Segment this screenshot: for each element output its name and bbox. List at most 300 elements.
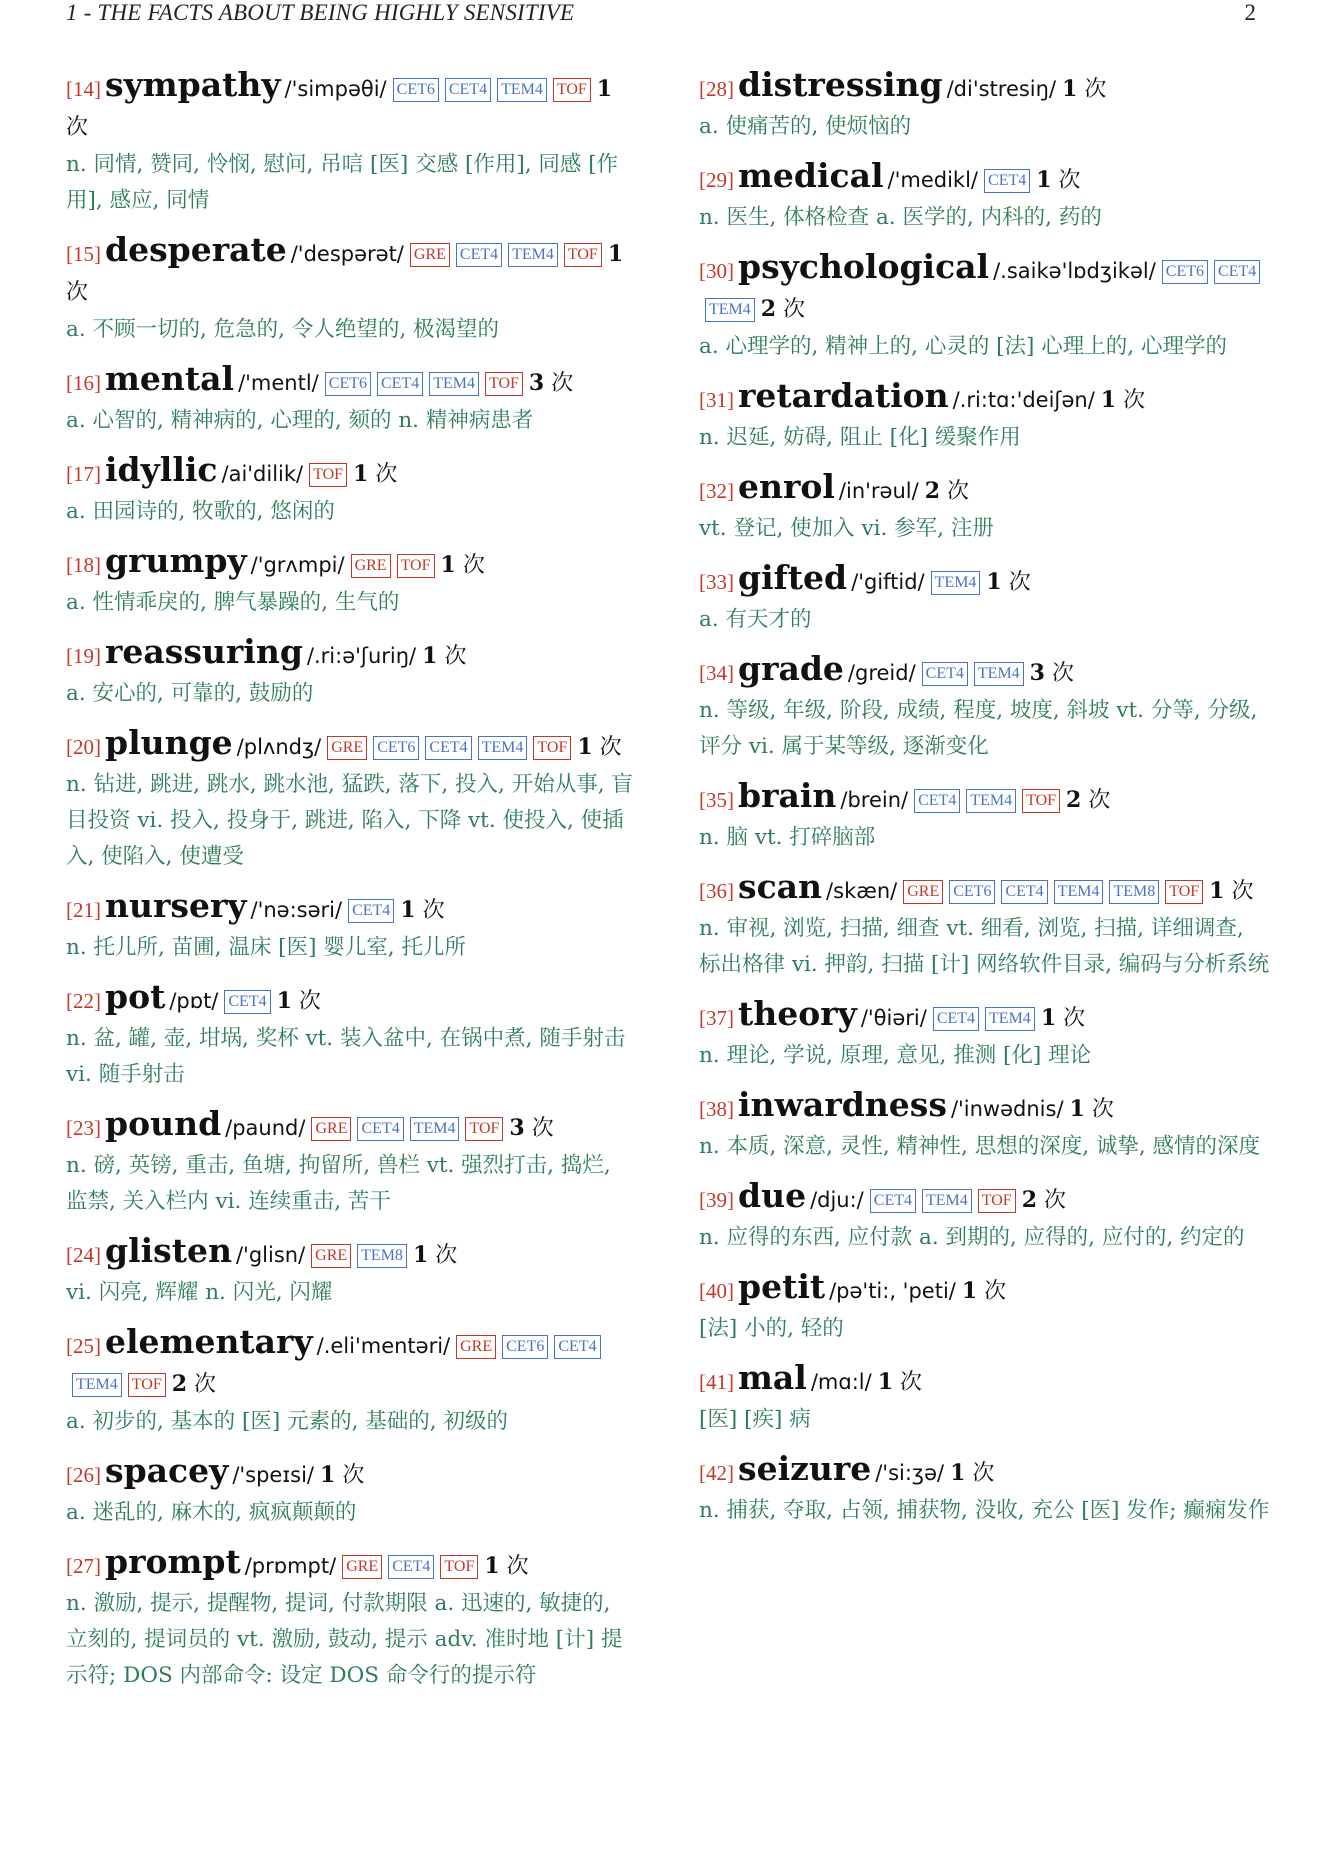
headword: pot [105,977,166,1016]
headword: nursery [105,886,247,925]
count-number: 3 [528,370,545,396]
headword: idyllic [105,450,218,489]
exam-tag-badge: CET4 [348,899,394,923]
occurrence-count [484,1554,528,1579]
definition: n. 迟延, 妨碍, 阻止 [化] 缓聚作用 [699,425,1021,450]
headword-line [699,868,1271,911]
definition: a. 初步的, 基本的 [医] 元素的, 基础的, 初级的 [66,1409,508,1434]
entry-number: [14] [66,77,101,101]
pronunciation: /pɒt/ [169,989,219,1013]
vocab-entry [699,1268,1271,1347]
headword-line [699,377,1271,420]
count-unit: 次 [1063,1006,1086,1031]
count-number: 3 [1029,660,1045,686]
headword: reassuring [105,632,303,671]
occurrence-count [1036,168,1080,193]
definition: n. 钻进, 跳进, 跳水, 跳水池, 猛跌, 落下, 投入, 开始从事, 盲目投资 vi. 投入, 投身于, 跳进, 陷入, 下降 vt. 使投入, 使插入, 使陷入, 使遭受 [66,772,633,869]
entry-number: [15] [66,242,101,266]
vocab-entry [66,1452,638,1531]
definition: n. 磅, 英镑, 重击, 鱼塘, 拘留所, 兽栏 vt. 强烈打击, 捣烂, 监禁, 关入栏内 vi. 连续重击, 苦干 [66,1153,611,1214]
headword: due [738,1176,807,1215]
count-number: 1 [412,1242,429,1268]
count-unit: 次 [599,735,622,760]
exam-tag-badge: TEM4 [705,298,755,322]
headword-line [699,248,1271,329]
definition: n. 脑 vt. 打碎脑部 [699,825,876,850]
exam-tag-badge: CET6 [325,372,371,396]
occurrence-count [172,1372,216,1397]
headword-line [66,887,638,930]
entry-number: [31] [699,388,734,412]
count-unit: 次 [1084,77,1107,102]
vocab-entry [699,1450,1271,1529]
vocab-entry [699,66,1271,145]
entry-number: [36] [699,879,734,903]
count-number: 1 [1209,878,1225,904]
pronunciation: /'glisn/ [235,1243,306,1267]
entry-number: [25] [66,1334,101,1358]
count-unit: 次 [435,1243,458,1268]
entry-number: [28] [699,77,734,101]
exam-tag-badge: CET4 [445,78,491,102]
headword-line [66,1232,638,1275]
occurrence-count [986,570,1030,595]
count-unit: 次 [1231,879,1254,904]
vocab-entry [66,1105,638,1220]
entry-number: [27] [66,1554,101,1578]
headword-line [699,1268,1271,1311]
entry-number: [38] [699,1097,734,1121]
count-unit: 次 [531,1116,554,1141]
entry-number: [23] [66,1116,101,1140]
exam-tag-badge: TOF [533,736,571,760]
count-unit: 次 [1058,168,1081,193]
definition: [医] [疾] 病 [699,1407,811,1432]
headword: pound [105,1104,222,1143]
exam-tag-badge: TOF [1165,880,1203,904]
definition: n. 审视, 浏览, 扫描, 细查 vt. 细看, 浏览, 扫描, 详细调查, 标出格律 vi. 押韵, 扫描 [计] 网络软件目录, 编码与分析系统 [699,916,1270,977]
pronunciation: /'mentl/ [238,371,319,395]
headword: psychological [738,247,990,286]
occurrence-count [962,1279,1006,1304]
definition: a. 田园诗的, 牧歌的, 悠闲的 [66,499,335,524]
occurrence-count [1066,788,1110,813]
definition: n. 理论, 学说, 原理, 意见, 推测 [化] 理论 [699,1043,1092,1068]
vocab-entry [66,66,638,219]
count-unit: 次 [1123,388,1146,413]
entry-number: [17] [66,462,101,486]
pronunciation: /'nə:səri/ [250,898,343,922]
headword-line [699,1450,1271,1493]
pronunciation: /'si:ʒə/ [875,1461,945,1485]
definition: n. 捕获, 夺取, 占领, 捕获物, 没收, 充公 [医] 发作; 癫痫发作 [699,1498,1270,1523]
exam-tag-badge: TOF [440,1555,478,1579]
entry-number: [39] [699,1188,734,1212]
exam-tag-badge: TOF [485,372,523,396]
exam-tag-badge: TEM4 [1054,880,1104,904]
vocab-entry [699,868,1271,983]
occurrence-count [509,1116,553,1141]
headword-line [66,633,638,676]
entry-number: [40] [699,1279,734,1303]
headword: desperate [105,230,287,269]
entry-number: [37] [699,1006,734,1030]
headword: spacey [105,1451,229,1490]
page-header [66,0,1256,26]
exam-tag-badge: CET4 [224,990,270,1014]
definition: n. 激励, 提示, 提醒物, 提词, 付款期限 a. 迅速的, 敏捷的, 立刻的, 提词员的 vt. 激励, 鼓动, 提示 adv. 准时地 [计] 提示符; DOS 内部命令: 设定 DOS 命令行的提示符 [66,1591,623,1688]
definition: a. 有天才的 [699,607,812,632]
count-number: 3 [509,1115,525,1141]
pronunciation: /ai'dilik/ [221,462,304,486]
count-unit: 次 [1044,1188,1067,1213]
definition: a. 不顾一切的, 危急的, 令人绝望的, 极渴望的 [66,317,499,342]
headword-line [66,360,638,403]
entry-number: [24] [66,1243,101,1267]
headword: seizure [738,1449,872,1488]
exam-tag-badge: CET4 [357,1117,403,1141]
exam-tag-badge: TOF [553,78,591,102]
headword: prompt [105,1542,241,1581]
exam-tag-badge: CET6 [949,880,995,904]
count-number: 1 [400,897,416,923]
entry-number: [22] [66,989,101,1013]
exam-tag-badge: GRE [311,1244,351,1268]
count-number: 1 [1040,1005,1057,1031]
pronunciation: /'speɪsi/ [232,1463,315,1487]
vocab-entry [66,231,638,348]
count-unit: 次 [298,989,321,1014]
count-number: 1 [320,1462,336,1488]
count-number: 1 [353,461,369,487]
entry-number: [26] [66,1463,101,1487]
definition: a. 心理学的, 精神上的, 心灵的 [法] 心理上的, 心理学的 [699,334,1227,359]
count-number: 1 [877,1369,894,1395]
count-number: 1 [961,1278,978,1304]
occurrence-count [413,1243,457,1268]
chapter-title: 1 - THE FACTS ABOUT BEING HIGHLY SENSITIVE [66,0,575,25]
vocab-entry [699,650,1271,765]
exam-tag-badge: CET4 [388,1555,434,1579]
entry-number: [34] [699,661,734,685]
entry-number: [16] [66,371,101,395]
pronunciation: /prɒmpt/ [244,1554,337,1578]
headword-line [66,451,638,494]
vocab-entry [699,468,1271,547]
count-unit: 次 [972,1461,995,1486]
occurrence-count [353,462,397,487]
count-number: 1 [1062,76,1078,102]
definition: n. 本质, 深意, 灵性, 精神性, 思想的深度, 诚挚, 感情的深度 [699,1134,1261,1159]
vocab-entry [699,1177,1271,1256]
pronunciation: /mɑ:l/ [810,1370,872,1394]
occurrence-count [1101,388,1145,413]
headword: grade [738,649,844,688]
entry-number: [20] [66,735,101,759]
count-number: 1 [1100,387,1117,413]
headword-line [699,1086,1271,1129]
count-number: 2 [924,478,940,504]
left-column [66,66,638,1706]
count-number: 2 [1021,1187,1038,1213]
exam-tag-badge: CET4 [914,789,960,813]
exam-tag-badge: TOF [465,1117,503,1141]
headword-line [66,1105,638,1148]
exam-tag-badge: TEM4 [931,571,981,595]
count-unit: 次 [66,115,89,140]
count-number: 1 [422,643,438,669]
headword-line [699,157,1271,200]
occurrence-count [1041,1006,1085,1031]
definition: a. 使痛苦的, 使烦恼的 [699,114,912,139]
exam-tag-badge: GRE [342,1555,382,1579]
exam-tag-badge: TEM8 [357,1244,407,1268]
definition: n. 同情, 赞同, 怜悯, 慰问, 吊唁 [医] 交感 [作用], 同感 [作用], 感应, 同情 [66,152,619,213]
definition: n. 托儿所, 苗圃, 温床 [医] 婴儿室, 托儿所 [66,935,466,960]
vocab-entry [66,978,638,1093]
entry-number: [32] [699,479,734,503]
occurrence-count [1070,1097,1114,1122]
count-unit: 次 [375,462,398,487]
pronunciation: /'grʌmpi/ [250,553,345,577]
exam-tag-badge: TEM4 [985,1007,1035,1031]
headword-line [699,559,1271,602]
headword-line [66,1452,638,1495]
count-number: 2 [760,296,777,322]
headword: elementary [105,1322,313,1361]
headword: petit [738,1267,826,1306]
right-column [699,66,1271,1541]
definition: [法] 小的, 轻的 [699,1316,844,1341]
exam-tag-badge: GRE [410,243,450,267]
count-number: 1 [607,241,624,267]
count-unit: 次 [551,371,574,396]
headword-line [699,1359,1271,1402]
pronunciation: /'simpəθi/ [284,77,387,101]
headword: mental [105,359,235,398]
headword-line [66,231,638,312]
occurrence-count [577,735,621,760]
pronunciation: /in'rəul/ [838,479,919,503]
exam-tag-badge: CET4 [933,1007,979,1031]
count-unit: 次 [462,553,485,578]
headword: inwardness [738,1085,947,1124]
occurrence-count [277,989,321,1014]
exam-tag-badge: TEM4 [410,1117,460,1141]
vocab-entry [699,1359,1271,1438]
exam-tag-badge: CET4 [984,169,1030,193]
count-number: 1 [596,76,613,102]
definition: a. 心智的, 精神病的, 心理的, 颏的 n. 精神病患者 [66,408,534,433]
occurrence-count [761,297,805,322]
exam-tag-badge: CET4 [554,1335,600,1359]
headword: theory [738,994,857,1033]
headword-line [699,1177,1271,1220]
definition: a. 性情乖戾的, 脾气暴躁的, 生气的 [66,590,400,615]
count-unit: 次 [194,1372,217,1397]
occurrence-count [441,553,485,578]
pronunciation: /'θiəri/ [860,1006,927,1030]
count-unit: 次 [984,1279,1007,1304]
vocab-entry [699,995,1271,1074]
exam-tag-badge: TOF [128,1373,166,1397]
vocab-entry [699,248,1271,365]
count-number: 2 [1066,787,1082,813]
definition: n. 盆, 罐, 壶, 坩埚, 奖杯 vt. 装入盆中, 在锅中煮, 随手射击 vi. 随手射击 [66,1026,626,1087]
headword-line [66,724,638,767]
count-number: 1 [950,1460,966,1486]
pronunciation: /.eli'mentəri/ [316,1334,451,1358]
definition: a. 迷乱的, 麻木的, 疯疯颠颠的 [66,1500,357,1525]
occurrence-count [400,898,444,923]
exam-tag-badge: CET4 [1214,260,1260,284]
occurrence-count [320,1463,364,1488]
occurrence-count [1022,1188,1066,1213]
headword: mal [738,1358,807,1397]
headword-line [699,650,1271,693]
vocab-entry [66,633,638,712]
count-unit: 次 [1008,570,1031,595]
pronunciation: /di'stresiŋ/ [946,77,1057,101]
definition: n. 医生, 体格检查 a. 医学的, 内科的, 药的 [699,205,1102,230]
exam-tag-badge: CET6 [1162,260,1208,284]
exam-tag-badge: TEM4 [966,789,1016,813]
exam-tag-badge: CET4 [456,243,502,267]
exam-tag-badge: TEM4 [497,78,547,102]
occurrence-count [1209,879,1253,904]
count-number: 1 [986,569,1002,595]
occurrence-count [878,1370,922,1395]
exam-tag-badge: CET4 [922,662,968,686]
headword-line [66,978,638,1021]
headword-line [66,542,638,585]
vocab-entry [66,1543,638,1694]
headword: distressing [738,65,943,104]
headword: brain [738,776,837,815]
exam-tag-badge: CET4 [377,372,423,396]
entry-number: [29] [699,168,734,192]
count-number: 1 [1036,167,1052,193]
definition: a. 安心的, 可靠的, 鼓励的 [66,681,314,706]
headword: enrol [738,467,835,506]
exam-tag-badge: CET6 [502,1335,548,1359]
entry-number: [21] [66,898,101,922]
entry-number: [30] [699,259,734,283]
occurrence-count [950,1461,994,1486]
count-number: 2 [171,1371,188,1397]
pronunciation: /greid/ [847,661,916,685]
vocab-entry [699,559,1271,638]
count-number: 1 [577,734,593,760]
pronunciation: /.ri:tɑ:'deiʃən/ [952,388,1095,412]
occurrence-count [1030,661,1074,686]
entry-number: [33] [699,570,734,594]
headword-line [699,468,1271,511]
exam-tag-badge: TOF [397,554,435,578]
count-unit: 次 [1051,661,1074,686]
count-unit: 次 [900,1370,923,1395]
count-unit: 次 [444,644,467,669]
exam-tag-badge: CET6 [393,78,439,102]
count-number: 1 [484,1553,500,1579]
headword-line [699,66,1271,109]
count-unit: 次 [66,280,89,305]
occurrence-count [422,644,466,669]
exam-tag-badge: TEM4 [508,243,558,267]
exam-tag-badge: TEM4 [922,1189,972,1213]
pronunciation: /'inwədnis/ [950,1097,1064,1121]
count-unit: 次 [422,898,445,923]
exam-tag-badge: CET4 [425,736,471,760]
exam-tag-badge: GRE [903,880,943,904]
pronunciation: /dju:/ [810,1188,864,1212]
exam-tag-badge: TOF [564,243,602,267]
vocab-entry [66,451,638,530]
pronunciation: /.saikə'lɒdʒikəl/ [993,259,1156,283]
vocab-entry [66,1232,638,1311]
count-unit: 次 [1091,1097,1114,1122]
vocab-entry [66,542,638,621]
vocab-entry [66,1323,638,1440]
count-unit: 次 [947,479,970,504]
pronunciation: /skæn/ [826,879,898,903]
exam-tag-badge: TEM4 [72,1373,122,1397]
vocab-entry [66,724,638,875]
vocab-entry [699,1086,1271,1165]
headword: scan [738,867,823,906]
page-number: 2 [1244,0,1256,25]
headword-line [66,1543,638,1586]
exam-tag-badge: GRE [311,1117,351,1141]
headword: sympathy [105,65,281,104]
vocab-entry [699,157,1271,236]
headword: gifted [738,558,848,597]
headword-line [699,777,1271,820]
entry-number: [19] [66,644,101,668]
headword-line [66,66,638,147]
occurrence-count [1062,77,1106,102]
exam-tag-badge: GRE [351,554,391,578]
vocab-entry [699,377,1271,456]
exam-tag-badge: GRE [327,736,367,760]
headword-line [699,995,1271,1038]
exam-tag-badge: TEM4 [974,662,1024,686]
count-unit: 次 [783,297,806,322]
exam-tag-badge: CET4 [1001,880,1047,904]
entry-number: [42] [699,1461,734,1485]
definition: n. 应得的东西, 应付款 a. 到期的, 应得的, 应付的, 约定的 [699,1225,1245,1250]
pronunciation: /'despərət/ [290,242,404,266]
count-number: 1 [276,988,292,1014]
headword: retardation [738,376,949,415]
exam-tag-badge: TEM4 [478,736,528,760]
pronunciation: /'giftid/ [851,570,925,594]
count-number: 1 [440,552,456,578]
vocab-entry [66,360,638,439]
headword-line [66,1323,638,1404]
headword: medical [738,156,884,195]
count-unit: 次 [342,1463,365,1488]
pronunciation: /pə'ti:, 'peti/ [829,1279,956,1303]
occurrence-count [529,371,573,396]
count-unit: 次 [1088,788,1111,813]
exam-tag-badge: CET4 [870,1189,916,1213]
count-number: 1 [1069,1096,1085,1122]
definition: n. 等级, 年级, 阶段, 成绩, 程度, 坡度, 斜坡 vt. 分等, 分级, 评分 vi. 属于某等级, 逐渐变化 [699,698,1258,759]
entry-number: [18] [66,553,101,577]
entry-number: [41] [699,1370,734,1394]
entry-number: [35] [699,788,734,812]
